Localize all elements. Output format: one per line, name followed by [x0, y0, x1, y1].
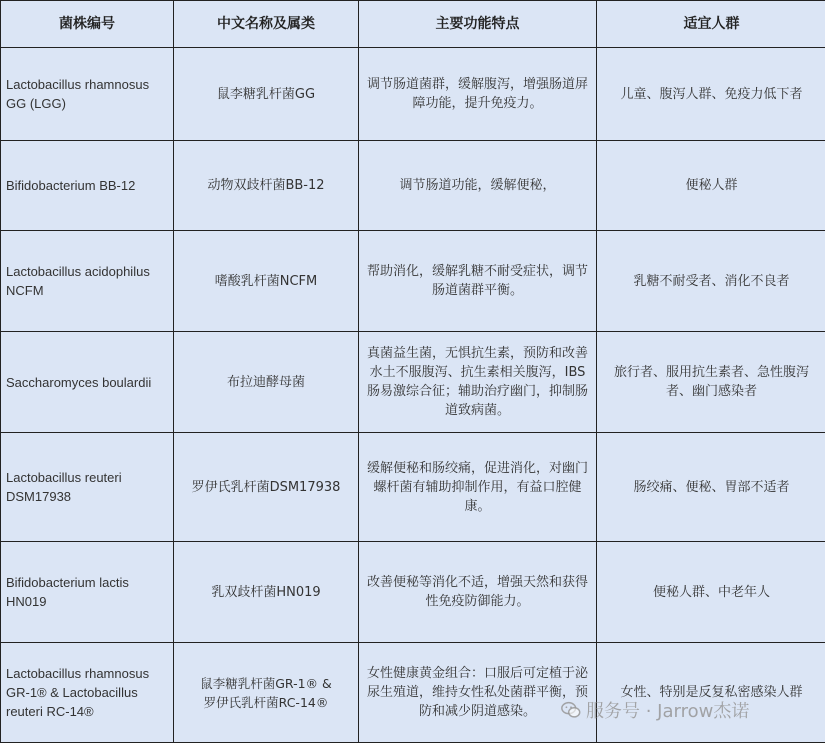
function-cell: 调节肠道菌群，缓解腹泻，增强肠道屏障功能，提升免疫力。	[359, 48, 597, 141]
cn-name-line: 罗伊氏乳杆菌RC-14®	[179, 693, 353, 712]
cn-name-cell: 动物双歧杆菌BB-12	[174, 141, 359, 231]
header-suitable: 适宜人群	[597, 1, 825, 48]
table-row	[1, 332, 825, 433]
table-row	[1, 433, 825, 542]
strain-cell: Bifidobacterium lactis HN019	[1, 542, 174, 643]
function-cell: 调节肠道功能，缓解便秘，	[359, 141, 597, 231]
cn-name-cell: 罗伊氏乳杆菌DSM17938	[174, 433, 359, 542]
function-cell: 改善便秘等消化不适，增强天然和获得性免疫防御能力。	[359, 542, 597, 643]
table-row	[1, 48, 825, 141]
strain-cell: Bifidobacterium BB-12	[1, 141, 174, 231]
suitable-cell: 乳糖不耐受者、消化不良者	[597, 231, 825, 332]
suitable-cell: 肠绞痛、便秘、胃部不适者	[597, 433, 825, 542]
cn-name-cell: 乳双歧杆菌HN019	[174, 542, 359, 643]
suitable-cell: 女性、特别是反复私密感染人群	[597, 643, 825, 743]
table-header-row	[1, 1, 825, 48]
function-cell: 女性健康黄金组合：口服后可定植于泌尿生殖道，维持女性私处菌群平衡，预防和减少阴道感染。	[359, 643, 597, 743]
strain-cell: Lactobacillus rhamnosus GG (LGG)	[1, 48, 174, 141]
cn-name-cell: 布拉迪酵母菌	[174, 332, 359, 433]
header-cn-name: 中文名称及属类	[174, 1, 359, 48]
cn-name-line: 鼠李糖乳杆菌GR-1® &	[179, 674, 353, 693]
strain-cell: Lactobacillus reuteri DSM17938	[1, 433, 174, 542]
cn-name-cell	[174, 643, 359, 743]
strain-cell: Lactobacillus rhamnosus GR-1® & Lactobacillus reuteri RC-14®	[1, 643, 174, 743]
header-function: 主要功能特点	[359, 1, 597, 48]
strain-cell: Lactobacillus acidophilus NCFM	[1, 231, 174, 332]
strain-cell: Saccharomyces boulardii	[1, 332, 174, 433]
function-cell: 真菌益生菌，无惧抗生素，预防和改善水土不服腹泻、抗生素相关腹泻，IBS肠易激综合征；辅助治疗幽门，抑制肠道致病菌。	[359, 332, 597, 433]
suitable-cell: 旅行者、服用抗生素者、急性腹泻者、幽门感染者	[597, 332, 825, 433]
table-row	[1, 141, 825, 231]
function-cell: 缓解便秘和肠绞痛，促进消化，对幽门螺杆菌有辅助抑制作用，有益口腔健康。	[359, 433, 597, 542]
suitable-cell: 便秘人群、中老年人	[597, 542, 825, 643]
suitable-cell: 儿童、腹泻人群、免疫力低下者	[597, 48, 825, 141]
suitable-cell: 便秘人群	[597, 141, 825, 231]
table-row	[1, 231, 825, 332]
table-row	[1, 542, 825, 643]
cn-name-cell: 嗜酸乳杆菌NCFM	[174, 231, 359, 332]
watermark-text: 服务号 · Jarrow杰诺	[586, 697, 749, 723]
header-strain: 菌株编号	[1, 1, 174, 48]
cn-name-cell: 鼠李糖乳杆菌GG	[174, 48, 359, 141]
function-cell: 帮助消化，缓解乳糖不耐受症状，调节肠道菌群平衡。	[359, 231, 597, 332]
table-row	[1, 643, 825, 743]
